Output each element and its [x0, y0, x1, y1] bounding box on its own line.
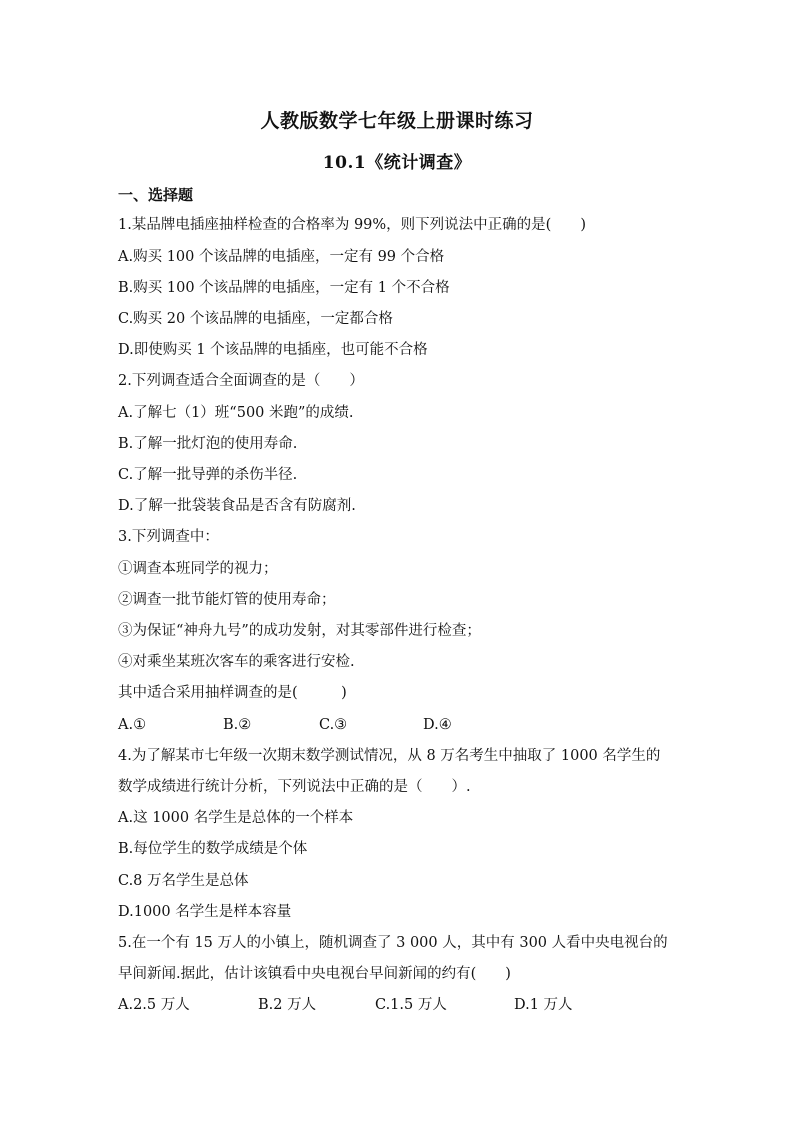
- question-3-item-3: ③为保证“神舟九号”的成功发射，对其零部件进行检查；: [118, 623, 481, 639]
- question-2-stem: 2.下列调查适合全面调查的是（ ）: [118, 373, 364, 389]
- document-title: 人教版数学七年级上册课时练习: [260, 110, 534, 132]
- question-4-option-c: C.8 万名学生是总体: [118, 873, 249, 889]
- question-1-option-c: C.购买 20 个该品牌的电插座，一定都合格: [118, 311, 393, 327]
- question-3-ask: 其中适合采用抽样调查的是( ): [118, 685, 347, 701]
- section-heading: 一、选择题: [118, 186, 194, 204]
- question-5-option-a: A.2.5 万人: [118, 997, 190, 1013]
- question-4-stem-line-1: 4.为了解某市七年级一次期末数学测试情况，从 8 万名考生中抽取了 1000 名学生的: [118, 748, 661, 764]
- question-1-option-b: B.购买 100 个该品牌的电插座，一定有 1 个不合格: [118, 280, 450, 296]
- question-4-option-b: B.每位学生的数学成绩是个体: [118, 841, 308, 857]
- question-1-option-d: D.即使购买 1 个该品牌的电插座，也可能不合格: [118, 342, 428, 358]
- question-2-option-a: A.了解七（1）班“500 米跑”的成绩.: [118, 405, 354, 421]
- question-2-option-c: C.了解一批导弹的杀伤半径.: [118, 467, 298, 483]
- question-3-item-4: ④对乘坐某班次客车的乘客进行安检.: [118, 654, 355, 670]
- question-5-stem-line-2: 早间新闻.据此，估计该镇看中央电视台早间新闻的约有( ): [118, 966, 511, 982]
- question-3-stem: 3.下列调查中：: [118, 529, 219, 545]
- question-1-stem: 1.某品牌电插座抽样检查的合格率为 99%，则下列说法中正确的是( ): [118, 217, 586, 233]
- document-subtitle: 10.1《统计调查》: [322, 153, 472, 173]
- question-3-option-d: D.④: [423, 717, 452, 733]
- question-5-option-d: D.1 万人: [514, 997, 573, 1013]
- question-4-option-d: D.1000 名学生是样本容量: [118, 904, 292, 920]
- question-3-option-b: B.②: [223, 717, 252, 733]
- question-1-option-a: A.购买 100 个该品牌的电插座，一定有 99 个合格: [118, 249, 445, 265]
- question-3-item-1: ①调查本班同学的视力；: [118, 561, 278, 577]
- question-3-item-2: ②调查一批节能灯管的使用寿命；: [118, 592, 336, 608]
- question-2-option-d: D.了解一批袋装食品是否含有防腐剂.: [118, 498, 356, 514]
- question-4-option-a: A.这 1000 名学生是总体的一个样本: [118, 810, 354, 826]
- question-4-stem-line-2: 数学成绩进行统计分析，下列说法中正确的是（ ）.: [118, 779, 471, 795]
- question-5-option-b: B.2 万人: [258, 997, 317, 1013]
- question-2-option-b: B.了解一批灯泡的使用寿命.: [118, 436, 298, 452]
- question-5-stem-line-1: 5.在一个有 15 万人的小镇上，随机调查了 3 000 人，其中有 300 人看中央电视台的: [118, 935, 668, 951]
- question-3-option-c: C.③: [319, 717, 348, 733]
- question-5-option-c: C.1.5 万人: [375, 997, 447, 1013]
- question-3-option-a: A.①: [118, 717, 147, 733]
